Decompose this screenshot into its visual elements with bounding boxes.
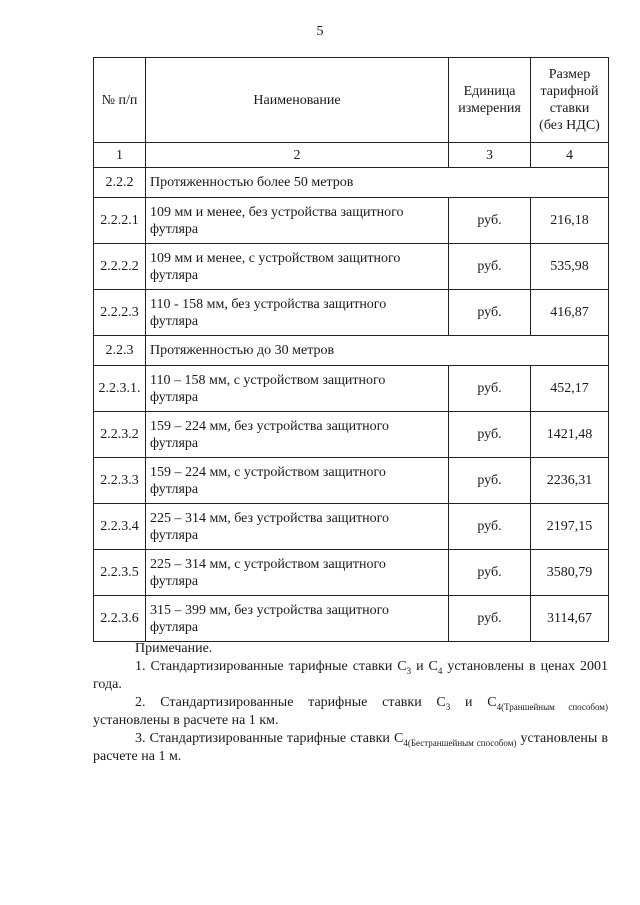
table-row [94,198,609,244]
row-rate: 1421,48 [531,412,609,458]
table-row [94,290,609,336]
column-number: 4 [531,143,609,168]
column-numbers-row [94,143,609,168]
row-name-line1: 159 – 224 мм, с устройством защитного [150,464,386,480]
row-num: 2.2.2.3 [94,290,146,336]
row-name-line1: 315 – 399 мм, без устройства защитного [150,602,390,618]
row-unit: руб. [449,290,531,336]
note-2-text: и С [450,695,497,710]
row-name-line2: футляра [150,435,199,451]
section-row [94,168,609,198]
note-2-text: установлены в расчете на 1 км. [93,713,279,728]
header-rate-line4: (без НДС) [539,118,600,133]
row-num: 2.2.3.5 [94,550,146,596]
note-1-text: установлены в ценах 2001 года. [93,659,608,692]
row-unit: руб. [449,596,531,642]
note-1-text: 1. Стандартизированные тарифные ставки С [135,659,407,674]
row-name [146,596,449,642]
row-name-line1: 225 – 314 мм, без устройства защитного [150,510,390,526]
note-1-text: и С [411,659,438,674]
row-unit: руб. [449,244,531,290]
row-unit: руб. [449,198,531,244]
table-row [94,550,609,596]
row-name [146,366,449,412]
row-rate: 3114,67 [531,596,609,642]
table-row [94,244,609,290]
note-1-subscript: 4 [437,665,443,676]
row-name [146,412,449,458]
header-unit-line2: измерения [458,101,521,116]
section-title: Протяженностью до 30 метров [146,336,609,366]
note-2 [93,694,608,730]
row-rate: 535,98 [531,244,609,290]
row-unit: руб. [449,458,531,504]
row-name-line1: 225 – 314 мм, с устройством защитного [150,556,386,572]
row-name-line2: футляра [150,573,199,589]
row-rate: 3580,79 [531,550,609,596]
notes-section [93,640,608,766]
row-name-line2: футляра [150,313,199,329]
row-num: 2.2.3 [94,336,146,366]
row-rate: 2197,15 [531,504,609,550]
section-row [94,336,609,366]
row-name-line1: 110 - 158 мм, без устройства защитного [150,296,387,312]
row-num: 2.2.3.2 [94,412,146,458]
note-2-text: 2. Стандартизированные тарифные ставки С [135,695,446,710]
header-unit-line1: Единица [463,84,516,99]
note-3-text: установлены в расчете на 1 м. [93,731,608,764]
header-rate-line3: ставки [549,101,590,116]
row-name-line2: футляра [150,221,199,237]
note-1-subscript: 3 [406,665,412,676]
row-name-line2: футляра [150,619,199,635]
header-unit [449,58,531,143]
column-number: 2 [146,143,449,168]
note-1 [93,658,608,694]
row-name [146,504,449,550]
row-unit: руб. [449,550,531,596]
table-row [94,596,609,642]
row-rate: 2236,31 [531,458,609,504]
row-name [146,458,449,504]
table-row [94,458,609,504]
row-name-line2: футляра [150,527,199,543]
note-3 [93,730,608,766]
row-num: 2.2.3.1. [94,366,146,412]
column-number: 3 [449,143,531,168]
column-number: 1 [94,143,146,168]
row-name [146,550,449,596]
row-name [146,244,449,290]
row-name-line2: футляра [150,481,199,497]
header-rate-line1: Размер [548,67,591,82]
note-2-subscript: 3 [445,701,451,712]
header-rate-line2: тарифной [540,84,599,99]
row-name [146,198,449,244]
note-2-subscript: 4(Траншейным способом) [496,701,608,712]
row-num: 2.2.2.1 [94,198,146,244]
row-name-line1: 109 мм и менее, с устройством защитного [150,250,401,266]
row-num: 2.2.3.4 [94,504,146,550]
row-rate: 452,17 [531,366,609,412]
notes-title: Примечание. [135,641,213,656]
row-rate: 416,87 [531,290,609,336]
note-3-text: 3. Стандартизированные тарифные ставки С [135,731,404,746]
row-name-line2: футляра [150,389,199,405]
row-unit: руб. [449,504,531,550]
table-row [94,366,609,412]
note-3-subscript: 4(Бестраншейным способом) [403,737,517,748]
row-name [146,290,449,336]
row-unit: руб. [449,412,531,458]
row-name-line1: 110 – 158 мм, с устройством защитного [150,372,386,388]
section-title: Протяженностью более 50 метров [146,168,609,198]
row-num: 2.2.2 [94,168,146,198]
row-name-line2: футляра [150,267,199,283]
header-name: Наименование [146,58,449,143]
row-rate: 216,18 [531,198,609,244]
table-header-row [94,58,609,143]
header-num: № п/п [94,58,146,143]
row-num: 2.2.3.3 [94,458,146,504]
tariff-table [93,57,609,642]
row-name-line1: 159 – 224 мм, без устройства защитного [150,418,390,434]
header-rate [531,58,609,143]
table-row [94,504,609,550]
page-number: 5 [316,24,324,39]
table-row [94,412,609,458]
row-num: 2.2.2.2 [94,244,146,290]
row-unit: руб. [449,366,531,412]
row-num: 2.2.3.6 [94,596,146,642]
row-name-line1: 109 мм и менее, без устройства защитного [150,204,404,220]
